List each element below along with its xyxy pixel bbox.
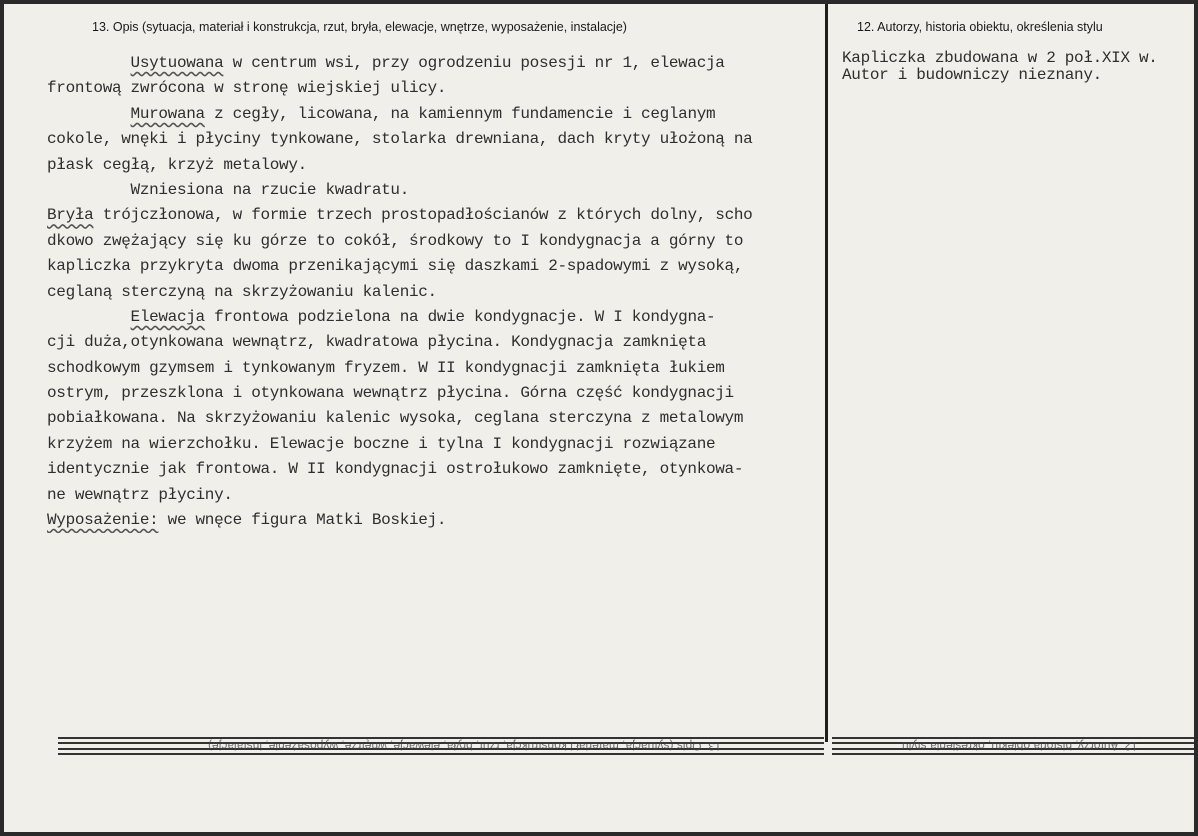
line-indent (47, 181, 131, 199)
description-line (47, 229, 825, 254)
authors-text (842, 50, 1192, 84)
footer-band-left (58, 737, 824, 755)
underlined-keyword: Murowana (130, 104, 205, 123)
description-section-header: 13. Opis (sytuacja, materiał i konstrukcja, rzut, bryła, elewacje, wnętrze, wyposażenie, instalacje) (92, 20, 627, 34)
description-line (47, 432, 825, 457)
line-text: we wnęce figura Matki Boskiej. (158, 511, 447, 530)
line-text: z cegły, licowana, na kamiennym fundamencie i ceglanym (204, 104, 716, 123)
authors-line: Kapliczka zbudowana w 2 poł.XIX w. (842, 50, 1158, 67)
line-text: ostrym, przeszklona i otynkowana wewnątrz płycina. Górna część kondygnacji (47, 384, 734, 403)
description-line (47, 178, 825, 203)
line-text: krzyżem na wierzchołku. Elewacje boczne i tylna I kondygnacji rozwiązane (47, 434, 716, 453)
authors-section-header: 12. Autorzy, historia obiektu, określenia stylu (857, 20, 1103, 34)
line-text: frontowa podzielona na dwie kondygnacje. W I kondygna- (204, 307, 716, 326)
description-line (47, 483, 825, 508)
description-text (47, 51, 825, 533)
description-line (47, 406, 825, 431)
line-indent (47, 54, 131, 72)
description-line (47, 254, 825, 279)
column-divider (825, 4, 828, 742)
description-line (47, 457, 825, 482)
line-text: ne wewnątrz płyciny. (47, 485, 233, 504)
description-line (47, 127, 825, 152)
description-line (47, 51, 825, 76)
line-text: cokole, wnęki i płyciny tynkowane, stolarka drewniana, dach kryty ułożoną na (47, 130, 753, 149)
line-text: pobiałkowana. Na skrzyżowaniu kalenic wysoka, ceglana sterczyna z metalowym (47, 409, 744, 428)
line-indent (47, 105, 131, 123)
line-text: schodkowym gzymsem i tynkowanym fryzem. W II kondygnacji zamknięta łukiem (47, 358, 725, 377)
line-text: płask cegłą, krzyż metalowy. (47, 155, 307, 174)
underlined-keyword: Elewacja (130, 307, 205, 326)
description-line (47, 305, 825, 330)
description-line (47, 356, 825, 381)
underlined-keyword: Bryła (47, 206, 94, 225)
description-line (47, 330, 825, 355)
line-indent (47, 308, 131, 326)
line-text: kapliczka przykryta dwoma przenikającymi się daszkami 2-spadowymi z wysoką, (47, 257, 744, 276)
line-text: dkowo zwężający się ku górze to cokół, środkowy to I kondygnacja a górny to (47, 231, 744, 250)
line-text: frontową zwrócona w stronę wiejskiej ulicy. (47, 79, 447, 98)
underlined-keyword: Usytuowana (130, 54, 224, 72)
description-line (47, 381, 825, 406)
underlined-keyword: Wyposażenie: (47, 511, 159, 530)
line-text: cji duża,otynkowana wewnątrz, kwadratowa płycina. Kondygnacja zamknięta (47, 333, 706, 352)
line-text: trójczłonowa, w formie trzech prostopadłościanów z których dolny, scho (93, 206, 753, 225)
line-text: Wzniesiona na rzucie kwadratu. (130, 180, 409, 199)
footer-mirror-text-left: 13. Opis (sytuacja, materiał i konstrukcja, rzut, bryła, elewacje, wnętrze, wyposażenie, instalacje) (208, 739, 722, 753)
footer-mirror-text-right: 12. Autorzy, historia obiektu, określenia stylu (902, 739, 1138, 753)
description-line (47, 508, 825, 533)
footer-band-right (832, 737, 1194, 755)
line-text: identycznie jak frontowa. W II kondygnacji ostrołukowo zamknięte, otynkowa- (47, 460, 744, 479)
description-line (47, 203, 825, 228)
authors-line: Autor i budowniczy nieznany. (842, 66, 1102, 84)
description-line (47, 102, 825, 127)
line-text: ceglaną sterczyną na skrzyżowaniu kalenic. (47, 282, 437, 301)
description-line (47, 76, 825, 101)
description-line (47, 153, 825, 178)
line-text: w centrum wsi, przy ogrodzeniu posesji nr 1, elewacja (223, 54, 725, 72)
description-line (47, 280, 825, 305)
